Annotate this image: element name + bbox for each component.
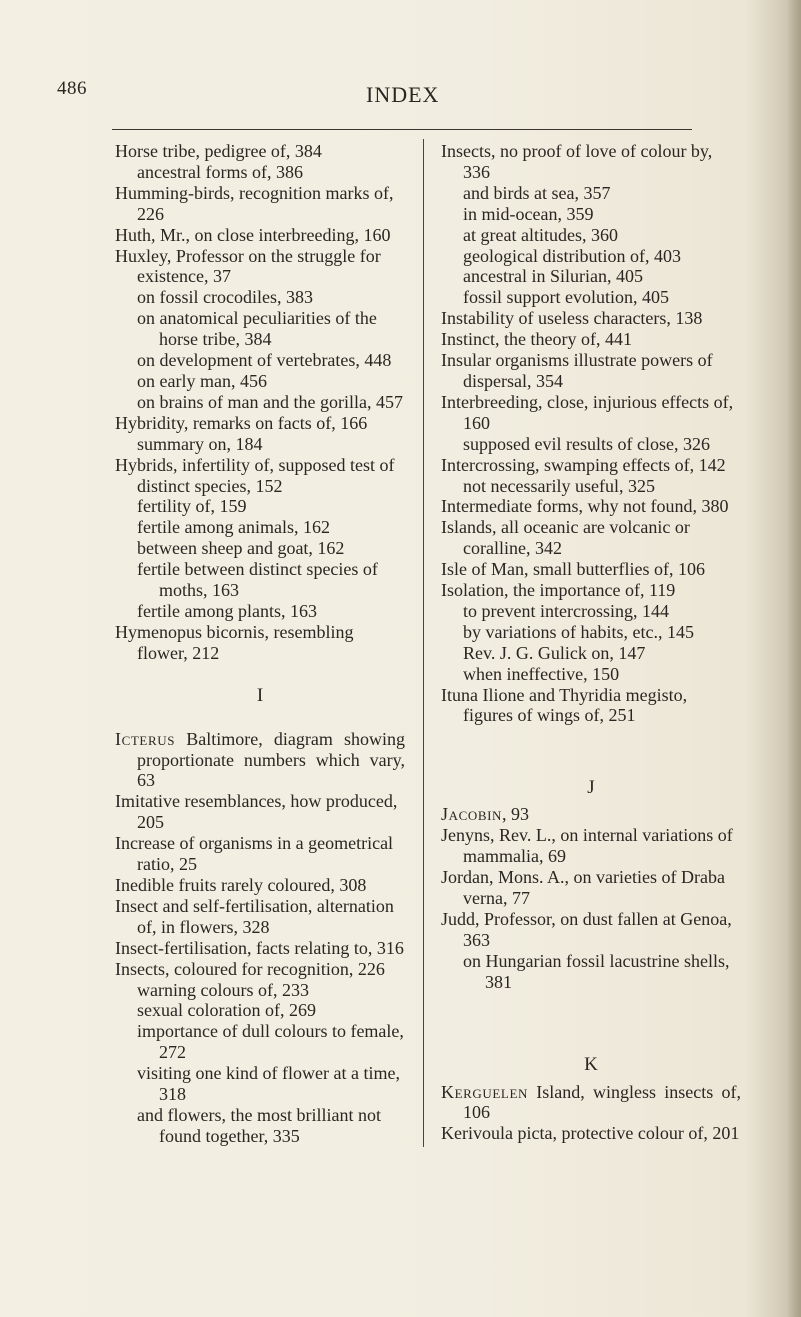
entry-headword: Kerguelen bbox=[441, 1081, 528, 1102]
section-i-entry-list bbox=[115, 791, 405, 1146]
index-entry: Insular organisms illustrate powers of dispersal, 354 bbox=[441, 350, 713, 391]
entry-headword: Icterus bbox=[115, 728, 176, 749]
index-entry: Hybridity, remarks on facts of, 166 bbox=[115, 412, 368, 433]
index-entry: Intermediate forms, why not found, 380 bbox=[441, 496, 729, 517]
index-entry: Hymenopus bicornis, resembling flower, 212 bbox=[115, 621, 354, 663]
index-subentry: on anatomical peculiarities of the horse tribe, 384 bbox=[137, 308, 377, 350]
index-subentry: at great altitudes, 360 bbox=[463, 224, 618, 245]
section-letter-j: J bbox=[587, 777, 595, 799]
index-entry: Insects, no proof of love of colour by, 336 bbox=[441, 141, 713, 182]
index-subentry: supposed evil results of close, 326 bbox=[463, 433, 710, 454]
index-subentry: on fossil crocodiles, 383 bbox=[137, 287, 313, 308]
entry-rest: Baltimore, diagram showing proportionate numbers which vary, 63 bbox=[137, 728, 405, 791]
index-entry bbox=[441, 1082, 741, 1124]
index-subentry: ancestral forms of, 386 bbox=[137, 161, 303, 182]
index-entry: Jenyns, Rev. L., on internal variations of mammalia, 69 bbox=[441, 825, 733, 867]
running-head: INDEX bbox=[366, 82, 440, 107]
index-entry: Hybrids, infertility of, supposed test of distinct species, 152 bbox=[115, 454, 395, 496]
index-entry bbox=[441, 804, 741, 825]
index-entry bbox=[115, 729, 405, 792]
entry-rest: Island, wingless insects of, 106 bbox=[463, 1081, 741, 1123]
index-entry: Intercrossing, swamping effects of, 142 bbox=[441, 454, 726, 475]
index-subentry: sexual coloration of, 269 bbox=[137, 1000, 316, 1021]
index-subentry: fertile among plants, 163 bbox=[137, 600, 317, 621]
index-entry: Horse tribe, pedigree of, 384 bbox=[115, 141, 322, 161]
index-subentry: fertility of, 159 bbox=[137, 496, 247, 517]
entry-rest: , 93 bbox=[502, 804, 530, 825]
index-subentry: fertile among animals, 162 bbox=[137, 517, 330, 538]
header-rule bbox=[112, 129, 692, 130]
index-subentry: not necessarily useful, 325 bbox=[463, 475, 655, 496]
index-entry: Instinct, the theory of, 441 bbox=[441, 329, 632, 350]
index-entry: Insect-fertilisation, facts relating to, 316 bbox=[115, 937, 404, 958]
index-subentry: Rev. J. G. Gulick on, 147 bbox=[463, 642, 646, 663]
index-entry: Jordan, Mons. A., on varieties of Draba verna, 77 bbox=[441, 867, 725, 908]
index-subentry: warning colours of, 233 bbox=[137, 979, 309, 1000]
index-entry: Isle of Man, small butterflies of, 106 bbox=[441, 559, 705, 580]
index-entry: Insect and self-fertilisation, alternation of, in flowers, 328 bbox=[115, 895, 394, 937]
index-subentry: by variations of habits, etc., 145 bbox=[463, 621, 694, 642]
index-entry: Judd, Professor, on dust fallen at Genoa, 363 bbox=[441, 908, 732, 950]
index-subentry: on development of vertebrates, 448 bbox=[137, 350, 392, 371]
right-column bbox=[441, 141, 741, 1144]
index-entry: Isolation, the importance of, 119 bbox=[441, 580, 676, 601]
index-subentry: ancestral in Silurian, 405 bbox=[463, 266, 643, 287]
index-entry: Ituna Ilione and Thyridia megisto, figures of wings of, 251 bbox=[441, 684, 688, 726]
index-subentry: fossil support evolution, 405 bbox=[463, 287, 669, 308]
index-entry: Islands, all oceanic are volcanic or coralline, 342 bbox=[441, 517, 690, 559]
index-entry: Interbreeding, close, injurious effects of, 160 bbox=[441, 391, 734, 433]
index-subentry: to prevent intercrossing, 144 bbox=[463, 600, 669, 621]
index-subentry: in mid-ocean, 359 bbox=[463, 203, 594, 224]
entry-headword: Jacobin bbox=[441, 804, 503, 825]
index-subentry: and birds at sea, 357 bbox=[463, 182, 611, 203]
left-entry-list bbox=[115, 141, 405, 664]
index-entry: Huth, Mr., on close interbreeding, 160 bbox=[115, 224, 391, 245]
index-entry: Imitative resemblances, how produced, 205 bbox=[115, 791, 398, 833]
section-k-entry-list bbox=[441, 1123, 741, 1144]
index-subentry: on early man, 456 bbox=[137, 370, 267, 391]
index-entry: Increase of organisms in a geometrical ratio, 25 bbox=[115, 833, 394, 875]
section-letter-i: I bbox=[256, 684, 264, 706]
index-subentry: when ineffective, 150 bbox=[463, 663, 620, 684]
section-j-entry-list bbox=[441, 825, 741, 992]
index-subentry: between sheep and goat, 162 bbox=[137, 538, 345, 559]
index-entry: Kerivoula picta, protective colour of, 201 bbox=[441, 1123, 740, 1144]
index-subentry: on Hungarian fossil lacustrine shells, 381 bbox=[463, 950, 730, 992]
index-entry: Humming-birds, recognition marks of, 226 bbox=[115, 182, 394, 224]
page-number: 486 bbox=[57, 78, 87, 99]
index-subentry: fertile between distinct species of moths, 163 bbox=[137, 559, 378, 601]
index-subentry: and flowers, the most brilliant not found together, 335 bbox=[137, 1104, 381, 1146]
index-entry: Instability of useless characters, 138 bbox=[441, 308, 703, 329]
page-edge-shadow bbox=[787, 0, 801, 1317]
index-entry: Inedible fruits rarely coloured, 308 bbox=[115, 875, 367, 895]
index-entry: Huxley, Professor on the struggle for existence, 37 bbox=[115, 245, 381, 287]
index-subentry: geological distribution of, 403 bbox=[463, 245, 681, 266]
index-entry: Insects, coloured for recognition, 226 bbox=[115, 958, 385, 979]
column-divider bbox=[423, 139, 424, 1147]
index-subentry: importance of dull colours to female, 272 bbox=[137, 1021, 404, 1063]
index-subentry: visiting one kind of flower at a time, 318 bbox=[137, 1063, 400, 1105]
right-entry-list bbox=[441, 141, 741, 726]
index-subentry: summary on, 184 bbox=[137, 433, 263, 454]
left-column bbox=[115, 141, 405, 1147]
index-subentry: on brains of man and the gorilla, 457 bbox=[137, 391, 403, 412]
section-letter-k: K bbox=[584, 1053, 598, 1075]
